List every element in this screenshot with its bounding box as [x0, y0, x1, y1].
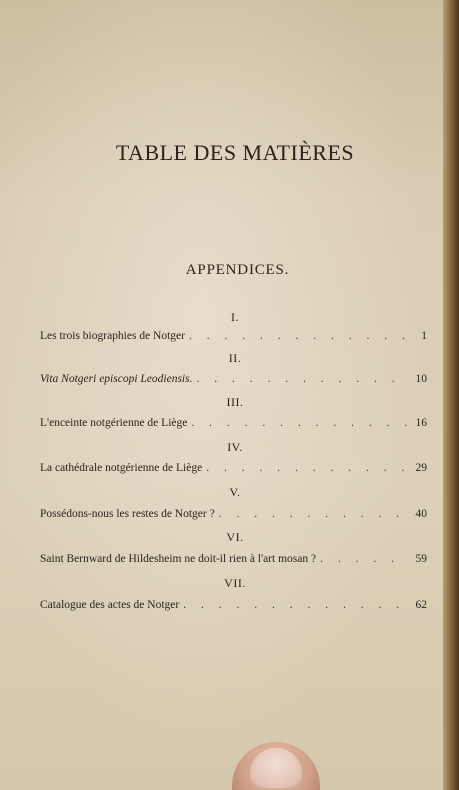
roman-numeral: II. — [228, 351, 242, 365]
page-title: TABLE DES MATIÈRES — [115, 140, 355, 165]
toc-page-number: 1 — [421, 330, 427, 342]
toc-page-number: 10 — [415, 373, 427, 385]
roman-numeral: III. — [226, 395, 244, 409]
toc-entry-title: L'enceinte notgérienne de Liège — [40, 417, 188, 429]
toc-entry-title: Possédons-nous les restes de Notger ? — [40, 508, 215, 520]
toc-entry — [40, 462, 427, 478]
toc-page-number: 16 — [415, 417, 427, 429]
roman-numeral: V. — [229, 485, 241, 499]
section-heading: APPENDICES. — [185, 262, 290, 278]
roman-numeral: VI. — [226, 530, 244, 544]
toc-entry-title: Vita Notgeri episcopi Leodiensis. — [40, 373, 193, 385]
dot-leader — [189, 330, 409, 342]
toc-entry-title: La cathédrale notgérienne de Liège — [40, 462, 203, 474]
toc-entry — [40, 417, 427, 433]
toc-entry — [40, 553, 427, 569]
roman-numeral: VII. — [224, 576, 246, 590]
toc-entry — [40, 330, 427, 346]
thumbnail-image — [250, 748, 302, 788]
book-page-edge — [443, 0, 459, 790]
toc-entry-title: Les trois biographies de Notger — [40, 330, 185, 342]
toc-entry-title: Catalogue des actes de Notger — [40, 599, 180, 611]
toc-page-number: 62 — [415, 599, 427, 611]
toc-entry — [40, 599, 427, 615]
toc-entry-title: Saint Bernward de Hildesheim ne doit-il rien à l'art mosan ? — [40, 553, 317, 565]
dot-leader — [196, 373, 409, 385]
toc-page-number: 29 — [415, 462, 427, 474]
dot-leader — [219, 508, 409, 520]
roman-numeral: IV. — [227, 440, 243, 454]
toc-page-number: 40 — [415, 508, 427, 520]
dot-leader — [320, 553, 409, 565]
roman-numeral: I. — [231, 310, 239, 324]
toc-entry — [40, 373, 427, 389]
dot-leader — [206, 462, 409, 474]
dot-leader — [183, 599, 409, 611]
toc-page-number: 59 — [415, 553, 427, 565]
toc-entry — [40, 508, 427, 524]
dot-leader — [191, 417, 409, 429]
